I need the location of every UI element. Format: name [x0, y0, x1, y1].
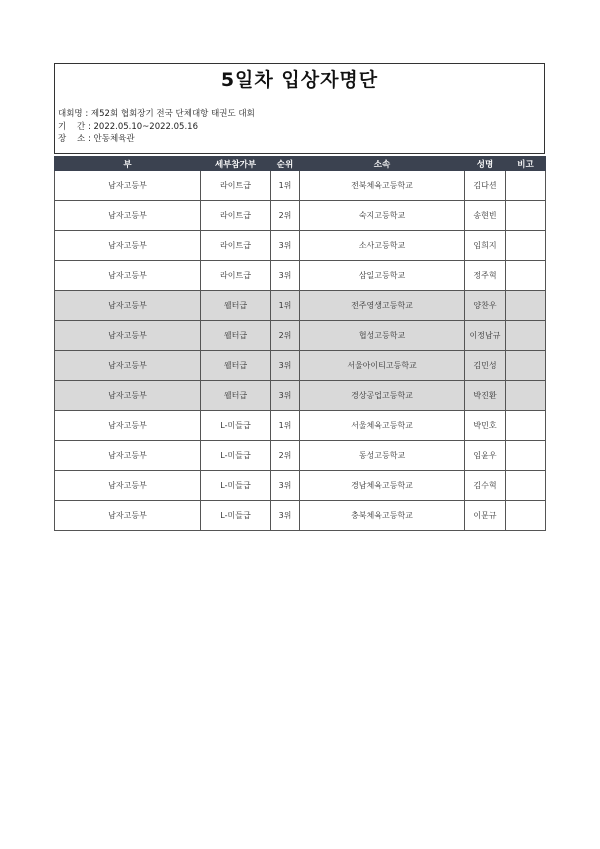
event-venue-label: 장 소	[58, 134, 86, 144]
note-cell	[506, 171, 546, 201]
table-row	[55, 171, 546, 201]
division-cell: 남자고등부	[55, 201, 201, 231]
col-header-note: 비고	[506, 157, 546, 171]
table-row	[55, 501, 546, 531]
affiliation-cell: 서울아이티고등학교	[300, 351, 465, 381]
event-period-row: 기 간 : 2022.05.10~2022.05.16	[58, 121, 198, 132]
affiliation-cell: 전북체육고등학교	[300, 171, 465, 201]
affiliation-cell: 충북체육고등학교	[300, 501, 465, 531]
event-name-value: 제52회 협회장기 전국 단체대항 태권도 대회	[90, 109, 255, 119]
rank-cell: 3위	[271, 231, 300, 261]
weight-class-cell: L-미들급	[201, 441, 271, 471]
division-cell: 남자고등부	[55, 231, 201, 261]
table-row	[55, 231, 546, 261]
affiliation-cell: 경상공업고등학교	[300, 381, 465, 411]
event-name-row: 대회명 : 제52회 협회장기 전국 단체대항 태권도 대회	[58, 109, 255, 119]
name-cell: 김수혁	[465, 471, 506, 501]
event-period-value: 2022.05.10~2022.05.16	[93, 121, 198, 132]
note-cell	[506, 501, 546, 531]
col-header-name: 성명	[465, 157, 506, 171]
event-info	[55, 96, 544, 153]
table-row	[55, 411, 546, 441]
weight-class-cell: 웰터급	[201, 351, 271, 381]
weight-class-cell: 라이트급	[201, 261, 271, 291]
rank-cell: 2위	[271, 441, 300, 471]
name-cell: 임윤우	[465, 441, 506, 471]
rank-cell: 1위	[271, 171, 300, 201]
weight-class-cell: 웰터급	[201, 381, 271, 411]
weight-class-cell: L-미들급	[201, 471, 271, 501]
division-cell: 남자고등부	[55, 291, 201, 321]
header-box	[54, 63, 545, 154]
rank-cell: 3위	[271, 501, 300, 531]
table-row	[55, 261, 546, 291]
name-cell: 송현빈	[465, 201, 506, 231]
table-row	[55, 291, 546, 321]
event-venue-row: 장 소 : 안동체육관	[58, 134, 135, 144]
rank-cell: 2위	[271, 321, 300, 351]
weight-class-cell: 웰터급	[201, 321, 271, 351]
note-cell	[506, 441, 546, 471]
table-header-row	[55, 157, 546, 171]
division-cell: 남자고등부	[55, 501, 201, 531]
affiliation-cell: 경남체육고등학교	[300, 471, 465, 501]
winners-table	[54, 156, 546, 531]
note-cell	[506, 381, 546, 411]
col-header-affiliation: 소속	[300, 157, 465, 171]
division-cell: 남자고등부	[55, 321, 201, 351]
rank-cell: 1위	[271, 291, 300, 321]
note-cell	[506, 291, 546, 321]
table-row	[55, 381, 546, 411]
note-cell	[506, 261, 546, 291]
table-row	[55, 471, 546, 501]
event-period-label: 기 간	[58, 121, 86, 132]
affiliation-cell: 협성고등학교	[300, 321, 465, 351]
weight-class-cell: L-미들급	[201, 501, 271, 531]
weight-class-cell: L-미들급	[201, 411, 271, 441]
col-header-division: 부	[55, 157, 201, 171]
note-cell	[506, 321, 546, 351]
name-cell: 정주혁	[465, 261, 506, 291]
weight-class-cell: 라이트급	[201, 201, 271, 231]
division-cell: 남자고등부	[55, 471, 201, 501]
name-cell: 양찬우	[465, 291, 506, 321]
affiliation-cell: 소사고등학교	[300, 231, 465, 261]
note-cell	[506, 201, 546, 231]
division-cell: 남자고등부	[55, 381, 201, 411]
event-venue-value: 안동체육관	[93, 134, 135, 144]
table-row	[55, 351, 546, 381]
table-row	[55, 201, 546, 231]
rank-cell: 1위	[271, 411, 300, 441]
note-cell	[506, 231, 546, 261]
rank-cell: 3위	[271, 351, 300, 381]
affiliation-cell: 숙지고등학교	[300, 201, 465, 231]
division-cell: 남자고등부	[55, 261, 201, 291]
name-cell: 김다션	[465, 171, 506, 201]
col-header-rank: 순위	[271, 157, 300, 171]
name-cell: 이문규	[465, 501, 506, 531]
weight-class-cell: 웰터급	[201, 291, 271, 321]
note-cell	[506, 411, 546, 441]
name-cell: 김민성	[465, 351, 506, 381]
division-cell: 남자고등부	[55, 411, 201, 441]
affiliation-cell: 동성고등학교	[300, 441, 465, 471]
affiliation-cell: 서울체육고등학교	[300, 411, 465, 441]
note-cell	[506, 351, 546, 381]
event-name-label: 대회명	[58, 109, 83, 119]
division-cell: 남자고등부	[55, 441, 201, 471]
rank-cell: 3위	[271, 381, 300, 411]
page-title: 5일차 입상자명단	[220, 69, 379, 91]
name-cell: 박민호	[465, 411, 506, 441]
table-row	[55, 441, 546, 471]
name-cell: 박진환	[465, 381, 506, 411]
rank-cell: 3위	[271, 261, 300, 291]
col-header-weight-class: 세부참가부	[201, 157, 271, 171]
note-cell	[506, 471, 546, 501]
name-cell: 임희지	[465, 231, 506, 261]
weight-class-cell: 라이트급	[201, 171, 271, 201]
affiliation-cell: 삼일고등학교	[300, 261, 465, 291]
table-row	[55, 321, 546, 351]
name-cell: 이정남규	[465, 321, 506, 351]
affiliation-cell: 전주영생고등학교	[300, 291, 465, 321]
weight-class-cell: 라이트급	[201, 231, 271, 261]
rank-cell: 2위	[271, 201, 300, 231]
rank-cell: 3위	[271, 471, 300, 501]
division-cell: 남자고등부	[55, 351, 201, 381]
division-cell: 남자고등부	[55, 171, 201, 201]
